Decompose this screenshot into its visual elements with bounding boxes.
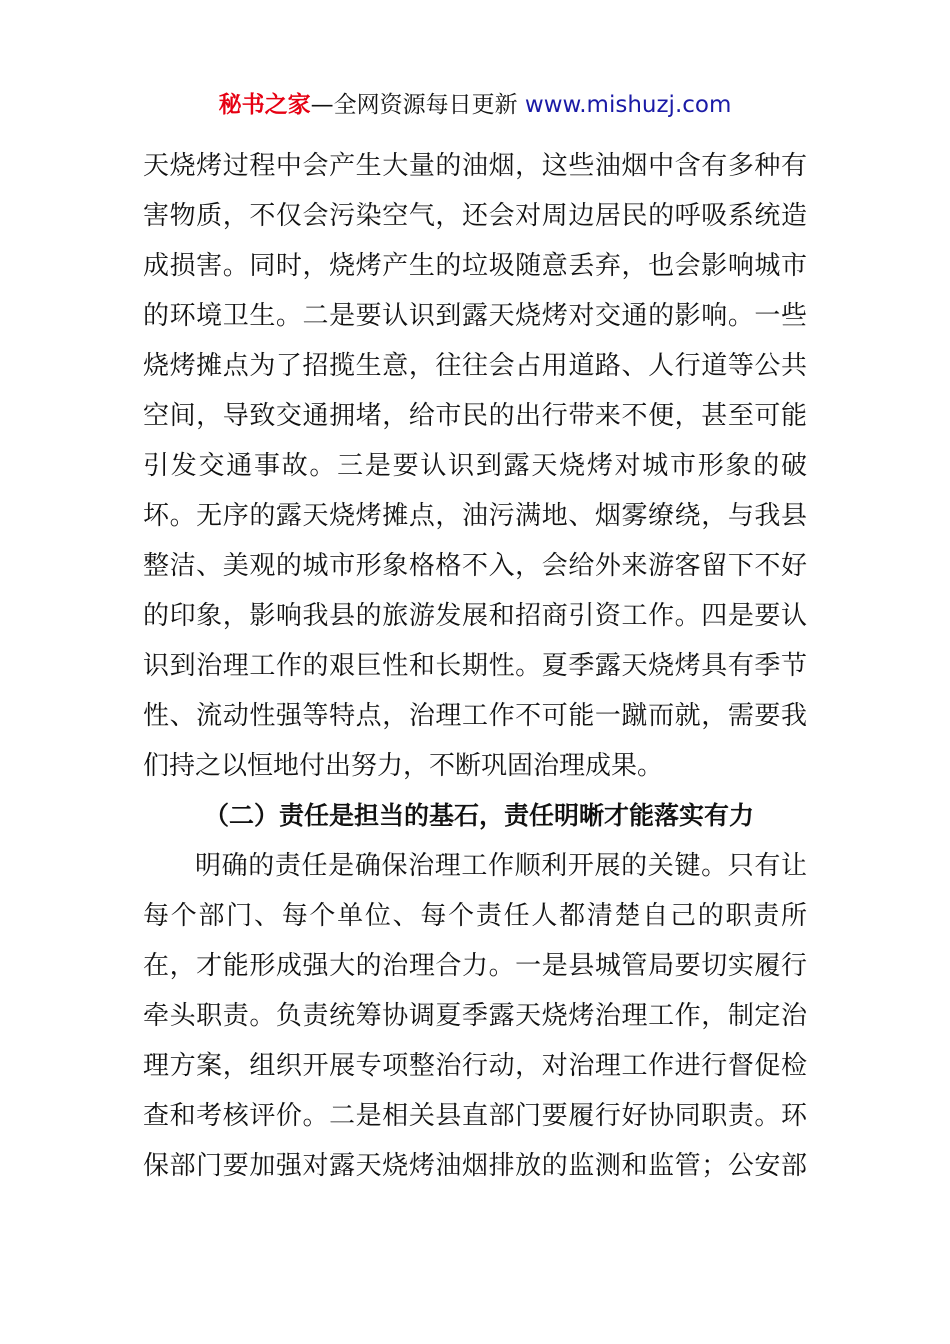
- text-line: 烧烤摊点为了招揽生意，往往会占用道路、人行道等公共: [143, 351, 807, 381]
- header-url[interactable]: www.mishuzj.com: [524, 92, 732, 118]
- text-line: 引发交通事故。三是要认识到露天烧烤对城市形象的破: [143, 451, 807, 481]
- text-line: 性、流动性强等特点，治理工作不可能一蹴而就，需要我: [143, 701, 807, 731]
- text-line: 害物质，不仅会污染空气，还会对周边居民的呼吸系统造: [143, 201, 807, 231]
- header-brand: 秘书之家: [218, 92, 311, 118]
- text-line: 们持之以恒地付出努力，不断巩固治理成果。: [143, 751, 664, 781]
- text-line: 的印象，影响我县的旅游发展和招商引资工作。四是要认: [143, 601, 807, 631]
- text-line: 查和考核评价。二是相关县直部门要履行好协同职责。环: [143, 1101, 807, 1131]
- text-line: 的环境卫生。二是要认识到露天烧烤对交通的影响。一些: [143, 301, 807, 331]
- text-line: 成损害。同时，烧烤产生的垃圾随意丢弃，也会影响城市: [143, 251, 807, 281]
- text-line: 在，才能形成强大的治理合力。一是县城管局要切实履行: [143, 951, 807, 981]
- text-line: 理方案，组织开展专项整治行动，对治理工作进行督促检: [143, 1051, 807, 1081]
- text-line: 坏。无序的露天烧烤摊点，油污满地、烟雾缭绕，与我县: [143, 501, 807, 531]
- text-line: 空间，导致交通拥堵，给市民的出行带来不便，甚至可能: [143, 401, 807, 431]
- text-line: 保部门要加强对露天烧烤油烟排放的监测和监管；公安部: [143, 1151, 807, 1181]
- text-line: 明确的责任是确保治理工作顺利开展的关键。只有让: [195, 851, 807, 881]
- text-line: 天烧烤过程中会产生大量的油烟，这些油烟中含有多种有: [143, 151, 807, 181]
- page-header: [0, 88, 950, 122]
- text-line: 牵头职责。负责统筹协调夏季露天烧烤治理工作，制定治: [143, 1001, 807, 1031]
- section-heading: （二）责任是担当的基石，责任明晰才能落实有力: [203, 801, 754, 830]
- text-line: 每个部门、每个单位、每个责任人都清楚自己的职责所: [143, 901, 807, 931]
- header-dash: —: [310, 92, 334, 118]
- document-body: [143, 146, 807, 1196]
- header-slogan: 全网资源每日更新: [333, 92, 518, 118]
- text-line: 整洁、美观的城市形象格格不入，会给外来游客留下不好: [143, 551, 807, 581]
- text-line: 识到治理工作的艰巨性和长期性。夏季露天烧烤具有季节: [143, 651, 807, 681]
